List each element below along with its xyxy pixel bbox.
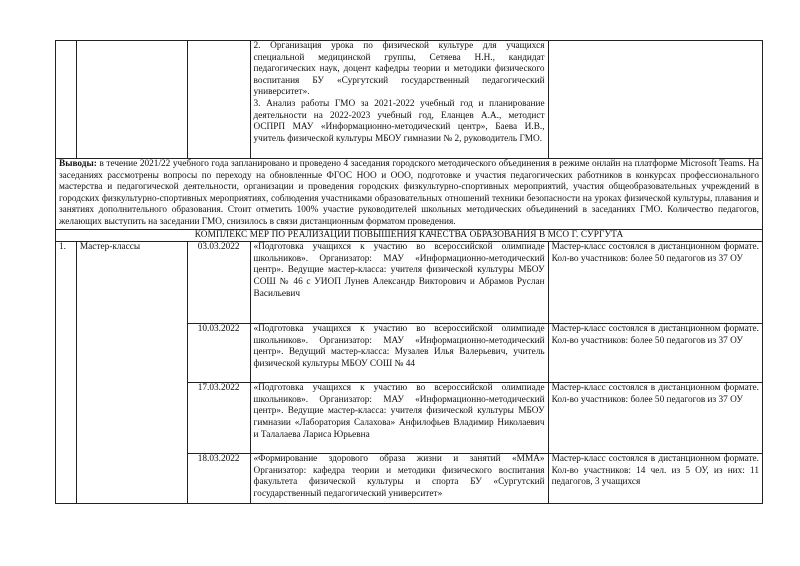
- section-title: КОМПЛЕКС МЕР ПО РЕАЛИЗАЦИИ ПОВЫШЕНИЯ КАЧЕСТВА ОБРАЗОВАНИЯ В МСО Г. СУРГУТА: [56, 229, 763, 242]
- event-date: 17.03.2022: [187, 383, 250, 454]
- cell-type-empty: [76, 41, 187, 159]
- table-row-continuation: [56, 41, 763, 159]
- event-result: Мастер-класс состоялся в дистанционном формате. Кол-во участников: более 50 педагогов из 37 ОУ: [548, 242, 762, 324]
- agenda-item-3: 3. Анализ работы ГМО за 2021-2022 учебный год и планирование деятельности на 2022-2023 учебный год, Еланцев А.А., методист ОСПРП МАУ «Информационно-методический центр», Баева И.В., учитель физической культуры МБОУ гимназии № 2, руководитель ГМО.: [253, 98, 545, 144]
- event-date: 18.03.2022: [187, 454, 250, 504]
- event-result: Мастер-класс состоялся в дистанционном формате. Кол-во участников: более 50 педагогов из 37 ОУ: [548, 383, 762, 454]
- event-date: 03.03.2022: [187, 242, 250, 324]
- document-page: [55, 40, 763, 504]
- conclusions-row: [56, 159, 763, 230]
- cell-date-empty: [187, 41, 250, 159]
- table-row: [56, 242, 763, 324]
- activity-type: Мастер-классы: [76, 242, 187, 504]
- event-description: «Формирование здорового образа жизни и занятий «ММА» Организатор: кафедра теории и методики физического воспитания факультета физической культуры и спорта БУ «Сургутский государственный педагогический университет»: [250, 454, 548, 504]
- event-result: Мастер-класс состоялся в дистанционном формате. Кол-во участников: 14 чел. из 5 ОУ, из них: 11 педагогов, 3 учащихся: [548, 454, 762, 504]
- conclusions-cell: [56, 159, 763, 230]
- agenda-item-2: 2. Организация урока по физической культуре для учащихся специальной медицинской группы, Сетяева Н.Н., кандидат педагогических наук, доцент кафедры теории и методики физического воспитания БУ «Сургутский государственный педагогический университет».: [253, 41, 545, 98]
- cell-number-empty: [56, 41, 77, 159]
- event-result: Мастер-класс состоялся в дистанционном формате. Кол-во участников: более 50 педагогов из 37 ОУ: [548, 324, 762, 383]
- activity-table: [55, 40, 763, 504]
- event-description: «Подготовка учащихся к участию во всероссийской олимпиаде школьников». Организатор: МАУ «Информационно-методический центр». Ведущий мастер-класса: Музалев Илья Валерьевич, учитель физической культуры МБОУ СОШ № 44: [250, 324, 548, 383]
- event-description: «Подготовка учащихся к участию во всероссийской олимпиаде школьников». Организатор: МАУ «Информационно-методический центр». Ведущие мастер-класса: учителя физической культуры МБОУ гимназии «Лаборатория Салахова» Анфилофьев Владимир Николаевич и Талалаева Лариса Юрьевна: [250, 383, 548, 454]
- cell-result-empty: [548, 41, 762, 159]
- conclusions-label: Выводы:: [59, 159, 97, 169]
- event-date: 10.03.2022: [187, 324, 250, 383]
- section-header-row: [56, 229, 763, 242]
- conclusions-text: в течение 2021/22 учебного года запланировано и проведено 4 заседания городского методического объединения в режиме онлайн на платформе Microsoft Teams. На заседаниях рассмотрены вопросы по переходу на обновленные ФГОС НОО и ООО, подготовке и участия педагогических работников в конкурсах профессионального мастерства и педагогической деятельности, организации и проведения городских физкультурно-спортивных мероприятий, участия общеобразовательных учреждений в городских физкультурно-спортивных мероприятиях, соблюдения участниками образовательных отношений техники безопасности на уроках физической культуры, плавания и занятиях дополнительного образования. Стоит отметить 100% участие руководителей школьных методических объединений в заседаниях ГМО. Количество педагогов, желающих выступить на заседании ГМО, снизилось в связи дистанционным форматом проведения.: [59, 159, 759, 227]
- event-description: «Подготовка учащихся к участию во всероссийской олимпиаде школьников». Организатор: МАУ «Информационно-методический центр». Ведущие мастер-класса: учителя физической культуры МБОУ СОШ № 46 с УИОП Лунев Александр Викторович и Абрамов Руслан Васильевич: [250, 242, 548, 324]
- activity-number: 1.: [56, 242, 77, 504]
- cell-agenda: [250, 41, 548, 159]
